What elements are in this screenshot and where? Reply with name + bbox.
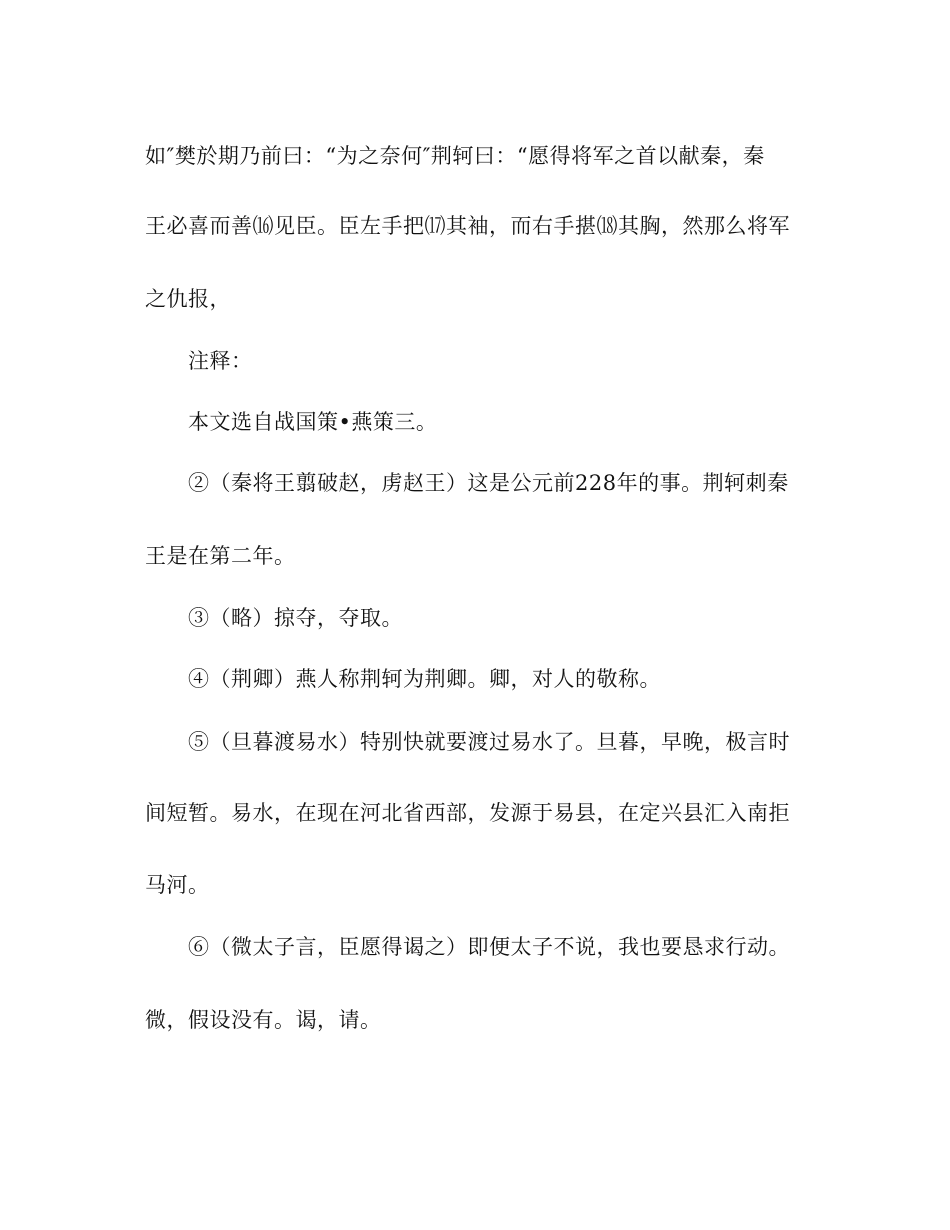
- note-line: 本文选自战国策•燕策三。: [188, 410, 438, 434]
- text-line: 之仇报，: [145, 287, 231, 311]
- note-line: ④（荆卿）燕人称荆轲为荆卿。卿，对人的敬称。: [188, 667, 661, 691]
- note-line: ⑥（微太子言，臣愿得谒之）即便太子不说，我也要恳求行动。: [188, 935, 790, 959]
- text-line: 王必喜而善⒃见臣。臣左手把⒄其袖，而右手揕⒅其胸，然那么将军: [145, 214, 790, 238]
- notes-heading: 注释：: [188, 349, 253, 373]
- note-line: ⑤（旦暮渡易水）特别快就要渡过易水了。旦暮，早晚，极言时: [188, 730, 790, 754]
- note-line: ②（秦将王翦破赵，虏赵王）这是公元前228年的事。荆轲刺秦: [188, 471, 789, 495]
- note-line: 微，假设没有。谒，请。: [145, 1008, 382, 1032]
- note-line: 王是在第二年。: [145, 544, 296, 568]
- note-line: ③（略）掠夺，夺取。: [188, 606, 403, 630]
- note-line: 间短暂。易水，在现在河北省西部，发源于易县，在定兴县汇入南拒: [145, 801, 790, 825]
- note-line: 马河。: [145, 873, 210, 897]
- text-line: 如″樊於期乃前曰：“为之奈何″荆轲曰：“愿得将军之首以献秦，秦: [145, 144, 765, 168]
